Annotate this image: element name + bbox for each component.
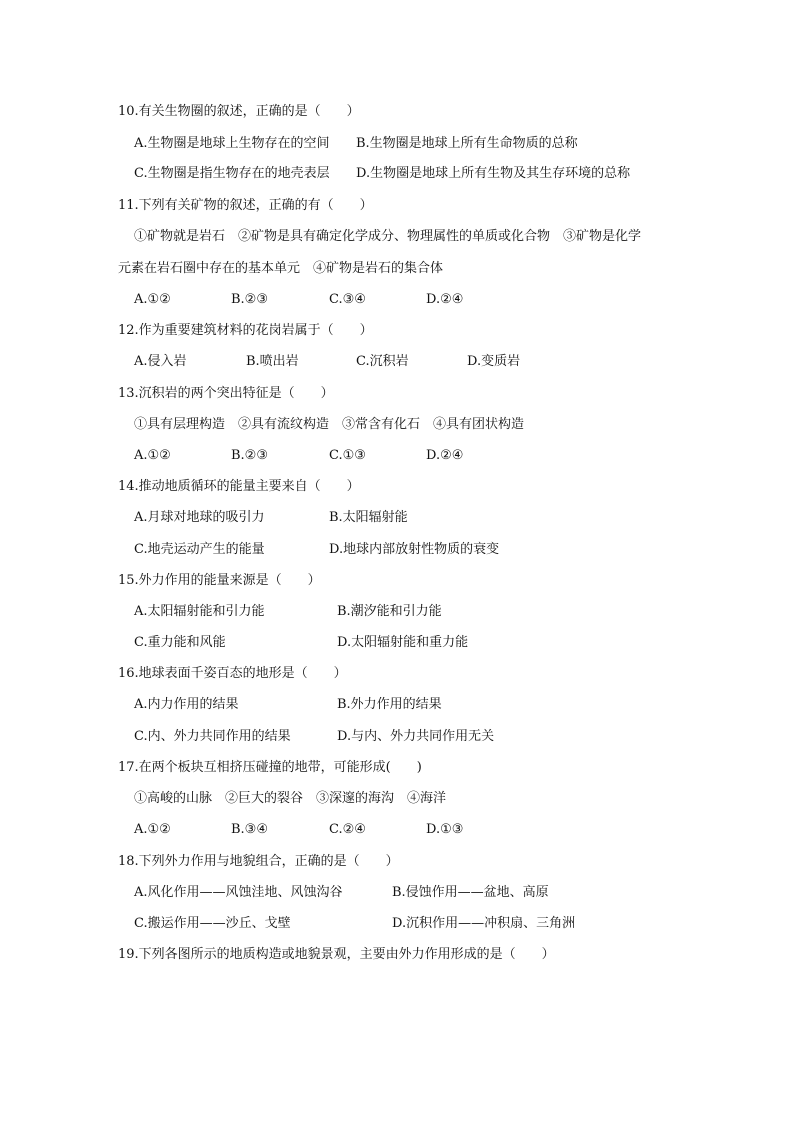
option-c: C.③④ xyxy=(329,292,366,307)
option-d: D.生物圈是地球上所有生物及其生存环境的总称 xyxy=(356,166,631,181)
question-16-stem: 16.地球表面千姿百态的地形是（ ） xyxy=(118,666,347,681)
question-11-stem: 11.下列有关矿物的叙述，正确的有（ ） xyxy=(118,198,373,213)
option-d: D.变质岩 xyxy=(467,354,521,369)
question-17-stem: 17.在两个板块互相挤压碰撞的地带，可能形成( ) xyxy=(118,760,422,775)
question-14-stem: 14.推动地质循环的能量主要来自（ ） xyxy=(118,479,360,494)
option-b: B.喷出岩 xyxy=(246,354,299,369)
option-b: B.外力作用的结果 xyxy=(337,697,442,712)
question-17-statements: ①高峻的山脉 ②巨大的裂谷 ③深邃的海沟 ④海洋 xyxy=(134,791,447,806)
question-13-stem: 13.沉积岩的两个突出特征是（ ） xyxy=(118,386,334,401)
option-d: D.地球内部放射性物质的衰变 xyxy=(329,542,500,557)
option-a: A.生物圈是地球上生物存在的空间 xyxy=(134,136,330,151)
option-c: C.①③ xyxy=(329,448,366,463)
option-c: C.②④ xyxy=(329,822,366,837)
option-a: A.风化作用——风蚀洼地、风蚀沟谷 xyxy=(134,885,343,900)
question-15-stem: 15.外力作用的能量来源是（ ） xyxy=(118,573,321,588)
option-a: A.太阳辐射能和引力能 xyxy=(134,604,265,619)
option-c: C.生物圈是指生物存在的地壳表层 xyxy=(134,166,330,181)
option-a: A.内力作用的结果 xyxy=(134,697,239,712)
option-b: B.潮汐能和引力能 xyxy=(337,604,442,619)
option-d: D.①③ xyxy=(426,822,464,837)
question-11-statements-2: 元素在岩石圈中存在的基本单元 ④矿物是岩石的集合体 xyxy=(118,261,444,276)
option-c: C.地壳运动产生的能量 xyxy=(134,542,265,557)
question-13-statements: ①具有层理构造 ②具有流纹构造 ③常含有化石 ④具有团状构造 xyxy=(134,417,525,432)
question-10-stem: 10.有关生物圈的叙述，正确的是（ ） xyxy=(118,104,360,119)
question-12-stem: 12.作为重要建筑材料的花岗岩属于（ ） xyxy=(118,323,373,338)
option-c: C.内、外力共同作用的结果 xyxy=(134,729,291,744)
option-b: B.生物圈是地球上所有生命物质的总称 xyxy=(356,136,578,151)
option-a: A.①② xyxy=(134,448,171,463)
option-c: C.搬运作用——沙丘、戈壁 xyxy=(134,916,291,931)
option-b: B.②③ xyxy=(231,448,268,463)
option-d: D.②④ xyxy=(426,448,464,463)
option-d: D.②④ xyxy=(426,292,464,307)
option-c: C.沉积岩 xyxy=(356,354,409,369)
option-b: B.侵蚀作用——盆地、高原 xyxy=(392,885,549,900)
question-18-stem: 18.下列外力作用与地貌组合，正确的是（ ） xyxy=(118,854,399,869)
question-11-statements-1: ①矿物就是岩石 ②矿物是具有确定化学成分、物理属性的单质或化合物 ③矿物是化学 xyxy=(134,229,642,244)
option-d: D.与内、外力共同作用无关 xyxy=(337,729,495,744)
question-19-stem: 19.下列各图所示的地质构造或地貌景观，主要由外力作用形成的是（ ） xyxy=(118,947,555,962)
option-b: B.太阳辐射能 xyxy=(329,510,408,525)
option-b: B.②③ xyxy=(231,292,268,307)
option-a: A.①② xyxy=(134,292,171,307)
option-a: A.月球对地球的吸引力 xyxy=(134,510,265,525)
option-a: A.侵入岩 xyxy=(134,354,187,369)
option-d: D.沉积作用——冲积扇、三角洲 xyxy=(392,916,576,931)
option-c: C.重力能和风能 xyxy=(134,635,226,650)
option-a: A.①② xyxy=(134,822,171,837)
option-d: D.太阳辐射能和重力能 xyxy=(337,635,469,650)
option-b: B.③④ xyxy=(231,822,268,837)
